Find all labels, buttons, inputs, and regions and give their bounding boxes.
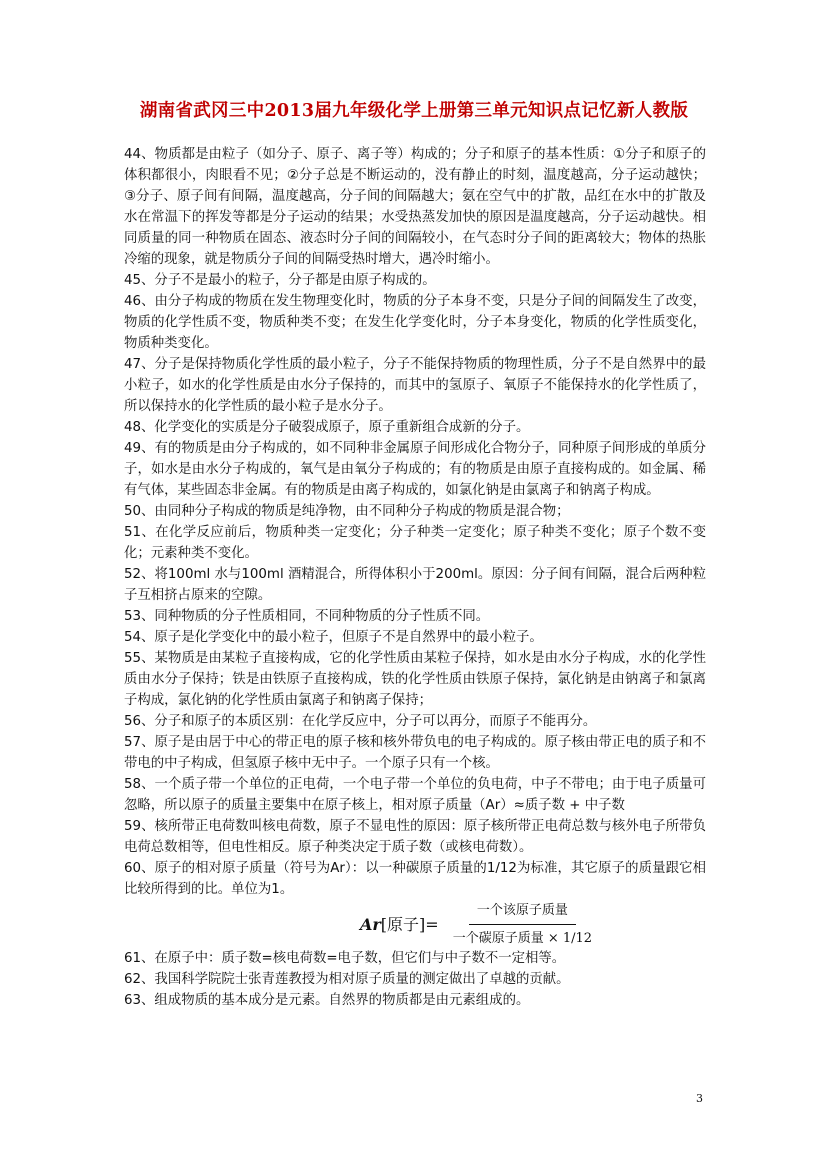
paragraph-57: 57、原子是由居于中心的带正电的原子核和核外带负电的电子构成的。原子核由带正电的质子和不带电的中子构成，但氢原子核中无中子。一个原子只有一个核。: [124, 735, 706, 771]
formula-denominator: 一个碳原子质量 × 1/12: [452, 930, 593, 946]
paragraph-62: 62、我国科学院院士张青莲教授为相对原子质量的测定做出了卓越的贡献。: [124, 972, 570, 987]
formula-fraction: [445, 900, 600, 949]
paragraph-61: 61、在原子中：质子数=核电荷数=电子数，但它们与中子数不一定相等。: [124, 951, 566, 966]
page-number: 3: [696, 1092, 703, 1105]
paragraph-58: 58、一个质子带一个单位的正电荷，一个电子带一个单位的负电荷，中子不带电；由于电子质量可忽略，所以原子的质量主要集中在原子核上，相对原子质量（Ar）≈质子数 + 中子数: [124, 777, 706, 813]
formula-bracket: [原子]=: [380, 914, 439, 934]
formula-symbol: Ar: [359, 914, 381, 934]
paragraph-47: 47、分子是保持物质化学性质的最小粒子，分子不能保持物质的物理性质，分子不是自然界中的最小粒子，如水的化学性质是由水分子保持的，而其中的氢原子、氧原子不能保持水的化学性质了，所以保持水的化学性质的最小粒子是水分子。: [124, 357, 706, 414]
paragraph-63: 63、组成物质的基本成分是元素。自然界的物质都是由元素组成的。: [124, 993, 530, 1008]
paragraph-51: 51、在化学反应前后，物质种类一定变化；分子种类一定变化；原子种类不变化；原子个数不变化；元素种类不变化。: [124, 525, 706, 561]
paragraph-52: 52、将100ml 水与100ml 酒精混合，所得体积小于200ml。原因：分子间有间隔，混合后两种粒子互相挤占原来的空隙。: [124, 567, 706, 603]
document-title: 湖南省武冈三中2013届九年级化学上册第三单元知识点记忆新人教版: [139, 101, 689, 121]
formula-lhs: [360, 914, 439, 935]
relative-atomic-mass-formula: [254, 902, 706, 946]
paragraph-44: 44、物质都是由粒子（如分子、原子、离子等）构成的；分子和原子的基本性质：①分子和原子的体积都很小，肉眼看不见；②分子总是不断运动的，没有静止的时刻，温度越高，分子运动越快；③分子、原子间有间隔，温度越高，分子间的间隔越大；氨在空气中的扩散，品红在水中的扩散及水在常温下的挥发等都是分子运动的结果；水受热蒸发加快的原因是温度越高，分子运动越快。相同质量的同一种物质在固态、液态时分子间的间隔较小，在气态时分子间的距离较大；物体的热胀冷缩的现象，就是物质分子间的间隔受热时增大，遇冷时缩小。: [124, 147, 706, 267]
paragraph-48: 48、化学变化的实质是分子破裂成原子，原子重新组合成新的分子。: [124, 420, 530, 435]
paragraph-46: 46、由分子构成的物质在发生物理变化时，物质的分子本身不变，只是分子间的间隔发生了改变，物质的化学性质不变，物质种类不变；在发生化学变化时，分子本身变化，物质的化学性质变化，物质种类变化。: [124, 294, 706, 351]
paragraph-45: 45、分子不是最小的粒子，分子都是由原子构成的。: [124, 273, 436, 288]
paragraph-53: 53、同种物质的分子性质相同，不同种物质的分子性质不同。: [124, 609, 490, 624]
document-body: [124, 144, 706, 1011]
formula-numerator: 一个该原子质量: [469, 900, 576, 925]
paragraph-49: 49、有的物质是由分子构成的，如不同种非金属原子间形成化合物分子，同种原子间形成的单质分子，如水是由水分子构成的，氧气是由氧分子构成的；有的物质是由原子直接构成的。如金属、稀有气体，某些固态非金属。有的物质是由离子构成的，如氯化钠是由氯离子和钠离子构成。: [124, 441, 706, 498]
paragraph-55: 55、某物质是由某粒子直接构成，它的化学性质由某粒子保持，如水是由水分子构成，水的化学性质由水分子保持；铁是由铁原子直接构成，铁的化学性质由铁原子保持，氯化钠是由钠离子和氯离子构成，氯化钠的化学性质由氯离子和钠离子保持；: [124, 651, 706, 708]
paragraph-56: 56、分子和原子的本质区别：在化学反应中，分子可以再分，而原子不能再分。: [124, 714, 597, 729]
paragraph-59: 59、核所带正电荷数叫核电荷数，原子不显电性的原因：原子核所带正电荷总数与核外电子所带负电荷总数相等，但电性相反。原子种类决定于质子数（或核电荷数）。: [124, 819, 706, 855]
paragraph-60: 60、原子的相对原子质量（符号为Ar）：以一种碳原子质量的1/12为标准，其它原子的质量跟它相比较所得到的比。单位为1。: [124, 861, 706, 897]
paragraph-50: 50、由同种分子构成的物质是纯净物，由不同种分子构成的物质是混合物；: [124, 504, 570, 519]
paragraph-54: 54、原子是化学变化中的最小粒子，但原子不是自然界中的最小粒子。: [124, 630, 543, 645]
